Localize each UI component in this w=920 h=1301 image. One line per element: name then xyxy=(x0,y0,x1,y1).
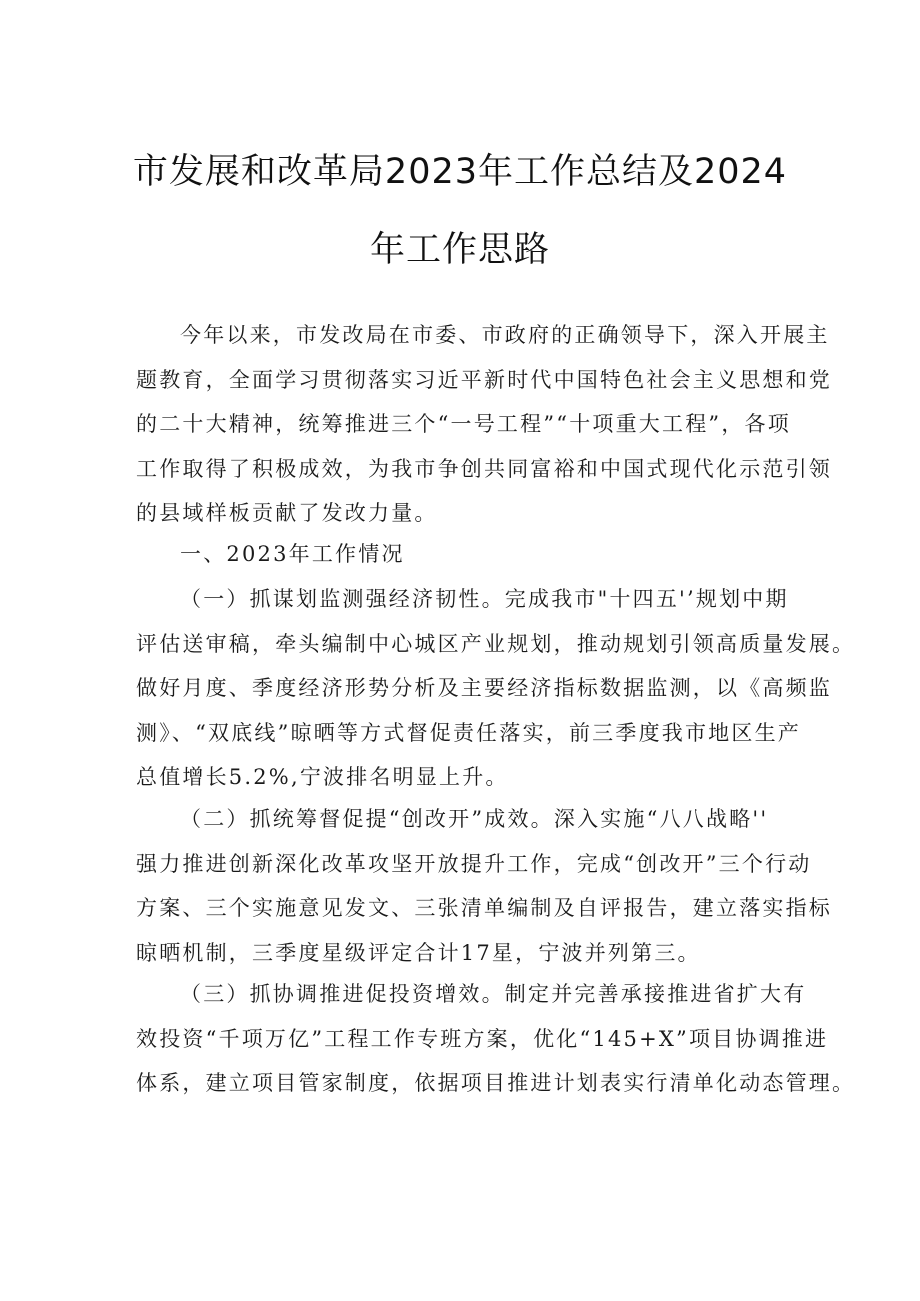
paragraph-line: 今年以来，市发改局在市委、市政府的正确领导下，深入开展主 xyxy=(180,323,830,347)
item-paragraph-3 xyxy=(136,972,856,1106)
paragraph-line: 做好月度、季度经济形势分析及主要经济指标数据监测，以《高频监 xyxy=(136,676,832,700)
paragraph-line: （一）抓谋划监测强经济韧性。完成我市"十四五'’规划中期 xyxy=(180,587,789,611)
paragraph-line: 强力推进创新深化改革攻坚开放提升工作，完成“创改开”三个行动 xyxy=(136,851,812,876)
paragraph-line: 评估送审稿，牵头编制中心城区产业规划，推动规划引领高质量发展。 xyxy=(136,631,856,656)
paragraph-line: （三）抓协调推进促投资增效。制定并完善承接推进省扩大有 xyxy=(180,982,807,1006)
paragraph-line: 晾晒机制，三季度星级评定合计17星，宁波并列第三。 xyxy=(136,940,701,965)
paragraph-line: （二）抓统筹督促提“创改开”成效。深入实施“八八战略'' xyxy=(180,807,769,831)
section-heading xyxy=(136,532,796,577)
paragraph-line: 的县域样板贡献了发改力量。 xyxy=(136,501,438,525)
paragraph-line: 方案、三个实施意见发文、三张清单编制及自评报告，建立落实指标 xyxy=(136,896,832,920)
paragraph-line: 工作取得了积极成效，为我市争创共同富裕和中国式现代化示范引领 xyxy=(136,456,832,481)
item-paragraph-2 xyxy=(136,797,832,975)
paragraph-line: 题教育，全面学习贯彻落实习近平新时代中国特色社会主义思想和党 xyxy=(136,367,832,392)
section-heading-text: 一、2023年工作情况 xyxy=(180,542,405,566)
paragraph-line: 体系，建立项目管家制度，依据项目推进计划表实行清单化动态管理。 xyxy=(136,1071,856,1095)
document-title-line-2: 年工作思路 xyxy=(369,230,550,270)
document-title-line-1: 市发展和改革局2023年工作总结及2024 xyxy=(132,152,788,192)
item-paragraph-1 xyxy=(136,577,856,800)
intro-paragraph xyxy=(136,313,832,536)
paragraph-line: 总值增长5.2%,宁波排名明显上升。 xyxy=(136,765,509,789)
paragraph-line: 效投资“千项万亿”工程工作专班方案，优化“145+X”项目协调推进 xyxy=(136,1026,829,1051)
paragraph-line: 的二十大精神，统筹推进三个“一号工程”“十项重大工程”，各项 xyxy=(136,412,791,436)
paragraph-line: 测》、“双底线”晾晒等方式督促责任落实，前三季度我市地区生产 xyxy=(136,720,801,745)
